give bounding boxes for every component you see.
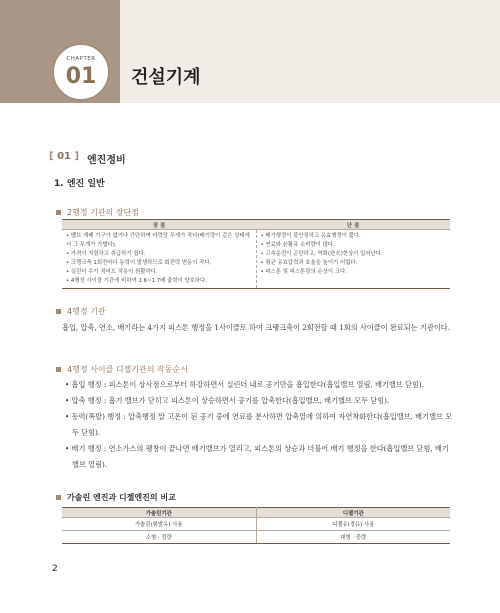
chapter-title: 건설기계 [131,67,201,88]
diesel-steps-list [62,377,454,473]
table-cell: 대형 · 중량 [256,531,450,544]
square-bullet-icon [56,495,61,500]
list-item: • 연료와 윤활유 소비량이 많다. [260,242,335,248]
table-row [62,531,450,544]
list-item: • 크랭크축 1회전마다 동력이 발생하므로 회전력 변동이 작다. [66,260,212,266]
list-item: • 동력(폭발) 행정 : 압축행정 말 고온이 된 공기 중에 연료를 분사하면 압축열에 의하여 자연착화한다(흡입밸브, 배기밸브 모두 닫힘). [65,412,453,437]
cons-header: 단 점 [256,220,450,230]
table-cell: 가솔린(휘발유) 사용 [62,518,256,531]
heading-compare [56,492,176,503]
chapter-badge [52,43,110,101]
heading-compare-text: 가솔린 엔진과 디젤엔진의 비교 [67,493,176,502]
table-cell: 소형 · 경량 [62,531,256,544]
list-item: • 평균 유효압력과 효율을 높이기 어렵다. [260,260,358,266]
section-number-value: 01 [57,151,71,162]
pros-cell [62,230,256,289]
heading-diesel-order-text: 4행정 사이클 디젤기관의 작동순서 [67,365,188,374]
heading-pros-cons-text: 2행정 기관의 장단점 [67,208,139,217]
chapter-label: CHAPTER [66,56,96,62]
pros-header: 장 점 [62,220,256,230]
chapter-number: 01 [65,64,97,89]
list-item: • 압축 행정 : 흡기 밸브가 닫히고 피스톤이 상승하면서 공기를 압축한다(흡입밸브, 배기밸브 모두 닫힘). [65,396,390,405]
subsection-title: 1. 엔진 일반 [54,179,105,189]
heading-four-stroke-text: 4행정 기관 [67,307,106,316]
square-bullet-icon [56,367,61,372]
heading-diesel-order [56,364,188,375]
list-item: • 벨브 개폐 기구가 없거나 간단하며 마력당 무게가 작다(배기량이 같은 상태에서 그 무게가 가볍다). [66,233,250,248]
diesel-header: 디젤기관 [256,508,450,518]
compare-table [62,507,450,544]
list-item: • 피스톤 및 피스톤링의 손상이 크다. [260,269,347,275]
four-stroke-paragraph: 흡입, 압축, 연소, 배기라는 4가지 피스톤 행정을 1사이클로 하여 크랭크축이 2회전할 때 1회의 사이클이 완료되는 기관이다. [62,323,451,332]
list-item: • 흡입 행정 : 피스톤이 상사점으로부터 하강하면서 실린더 내로 공기만을 흡입한다(흡입밸브 열림, 배기밸브 닫힘). [65,380,424,389]
section-title: 엔진정비 [87,155,126,166]
square-bullet-icon [56,309,61,314]
section-number: [ 01 ] [49,151,80,162]
page-number: 2 [52,564,58,574]
cons-cell [256,230,450,289]
heading-four-stroke [56,306,106,317]
list-item: • 가격이 저렴하고 취급하기 쉽다. [66,251,146,257]
table-row [62,518,450,531]
list-item: • 배기 행정 : 연소가스의 팽창이 끝나면 배기밸브가 열리고, 피스톤의 상승과 더불어 배기 행정을 한다(흡입밸브 닫힘, 배기밸브 열림). [65,444,449,469]
list-item: • 실린더 수가 적어도 작동이 원활하다. [66,269,158,275]
square-bullet-icon [56,210,61,215]
gasoline-header: 가솔린기관 [62,508,256,518]
list-item: • 배기행정이 불안정하고 유효행정이 짧다. [260,233,361,239]
list-item: • 4행정 사이클 기관에 비하여 1.6~1.7배 출력이 양호하다. [66,278,207,284]
list-item: • 고속운전이 곤란하고, 역화(逆火)현상이 일어난다. [260,251,383,257]
pros-cons-table [62,219,450,289]
table-cell: 디젤유(경유) 사용 [256,518,450,531]
heading-pros-cons [56,207,139,218]
